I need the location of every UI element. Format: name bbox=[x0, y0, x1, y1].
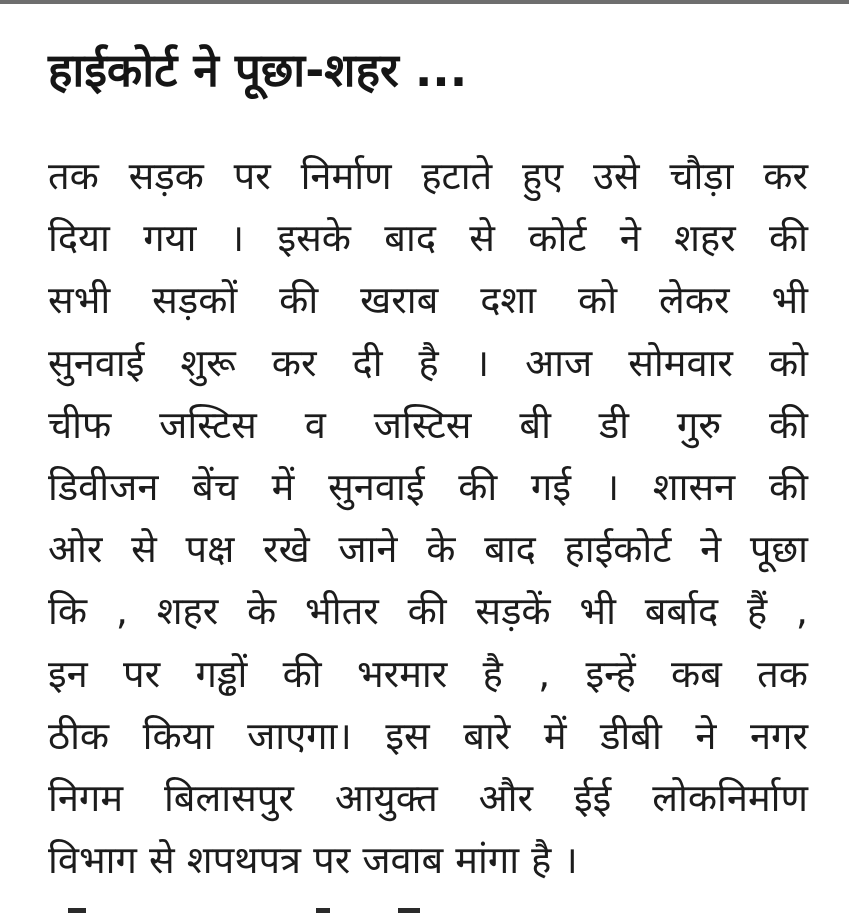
article-line: विभाग से शपथपत्र पर जवाब मांगा है । bbox=[48, 838, 578, 883]
article-line: ओर से पक्ष रखे जाने के बाद हाईकोर्ट ने पूछा bbox=[48, 527, 808, 572]
article-line: चीफ जस्टिस व जस्टिस बी डी गुरु की bbox=[48, 402, 808, 447]
cropped-next-line-fragment bbox=[48, 900, 808, 913]
article-line: डिवीजन बेंच में सुनवाई की गई । शासन की bbox=[48, 464, 808, 509]
article-headline: हाईकोर्ट ने पूछा-शहर ... bbox=[48, 43, 468, 97]
article-line: सभी सड़कों की खराब दशा को लेकर भी bbox=[48, 278, 808, 323]
article-line: निगम बिलासपुर आयुक्त और ईई लोकनिर्माण bbox=[48, 775, 808, 820]
article-line: इन पर गड्ढों की भरमार है , इन्हें कब तक bbox=[48, 651, 808, 696]
article-line: सुनवाई शुरू कर दी है । आज सोमवार को bbox=[48, 340, 808, 385]
top-border-rule bbox=[0, 0, 849, 4]
article-line: ठीक किया जाएगा। इस बारे में डीबी ने नगर bbox=[48, 713, 808, 758]
article-line: कि , शहर के भीतर की सड़कें भी बर्बाद हैं , bbox=[48, 589, 808, 634]
article-body bbox=[48, 145, 808, 891]
article-line: तक सड़क पर निर्माण हटाते हुए उसे चौड़ा कर bbox=[48, 154, 808, 198]
article-line: दिया गया । इसके बाद से कोर्ट ने शहर की bbox=[48, 216, 808, 261]
